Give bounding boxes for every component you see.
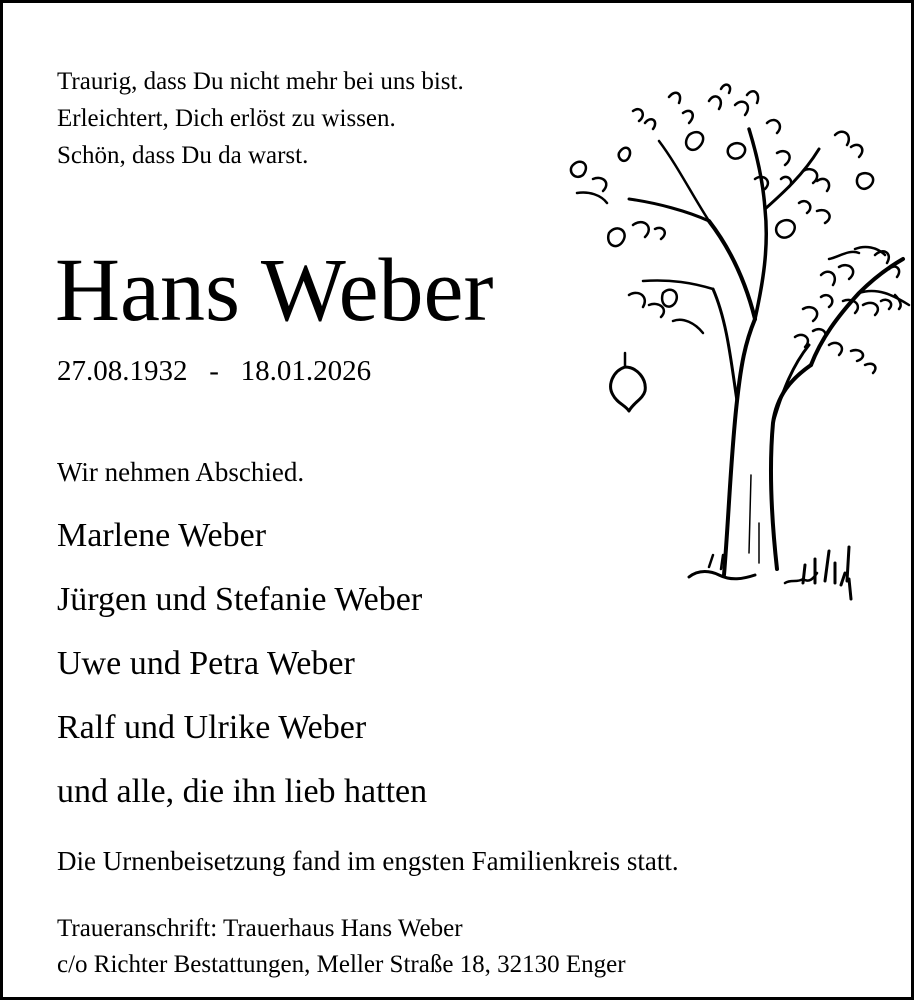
- mourners-list: [57, 504, 427, 824]
- farewell-text: Wir nehmen Abschied.: [57, 457, 305, 487]
- address-line-2: c/o Richter Bestattungen, Meller Straße 18, 32130 Enger: [57, 951, 626, 978]
- mourner-line: und alle, die ihn lieb hatten: [57, 773, 428, 810]
- tree-icon: [559, 83, 913, 611]
- mourner-line: Jürgen und Stefanie Weber: [57, 581, 423, 618]
- poem-line: Schön, dass Du da warst.: [57, 142, 309, 169]
- life-dates: 27.08.1932 - 18.01.2026: [57, 355, 372, 387]
- address-line-1: Traueranschrift: Trauerhaus Hans Weber: [57, 915, 463, 942]
- mourner-line: Uwe und Petra Weber: [57, 645, 355, 682]
- poem-line: Traurig, dass Du nicht mehr bei uns bist.: [57, 68, 464, 95]
- poem-line: Erleichtert, Dich erlöst zu wissen.: [57, 105, 396, 132]
- poem: [57, 63, 464, 174]
- mourner-line: Ralf und Ulrike Weber: [57, 709, 367, 746]
- mourning-address: [57, 911, 626, 983]
- deceased-name: Hans Weber: [55, 241, 494, 340]
- burial-note: Die Urnenbeisetzung fand im engsten Familienkreis statt.: [57, 846, 679, 876]
- mourner-line: Marlene Weber: [57, 517, 267, 554]
